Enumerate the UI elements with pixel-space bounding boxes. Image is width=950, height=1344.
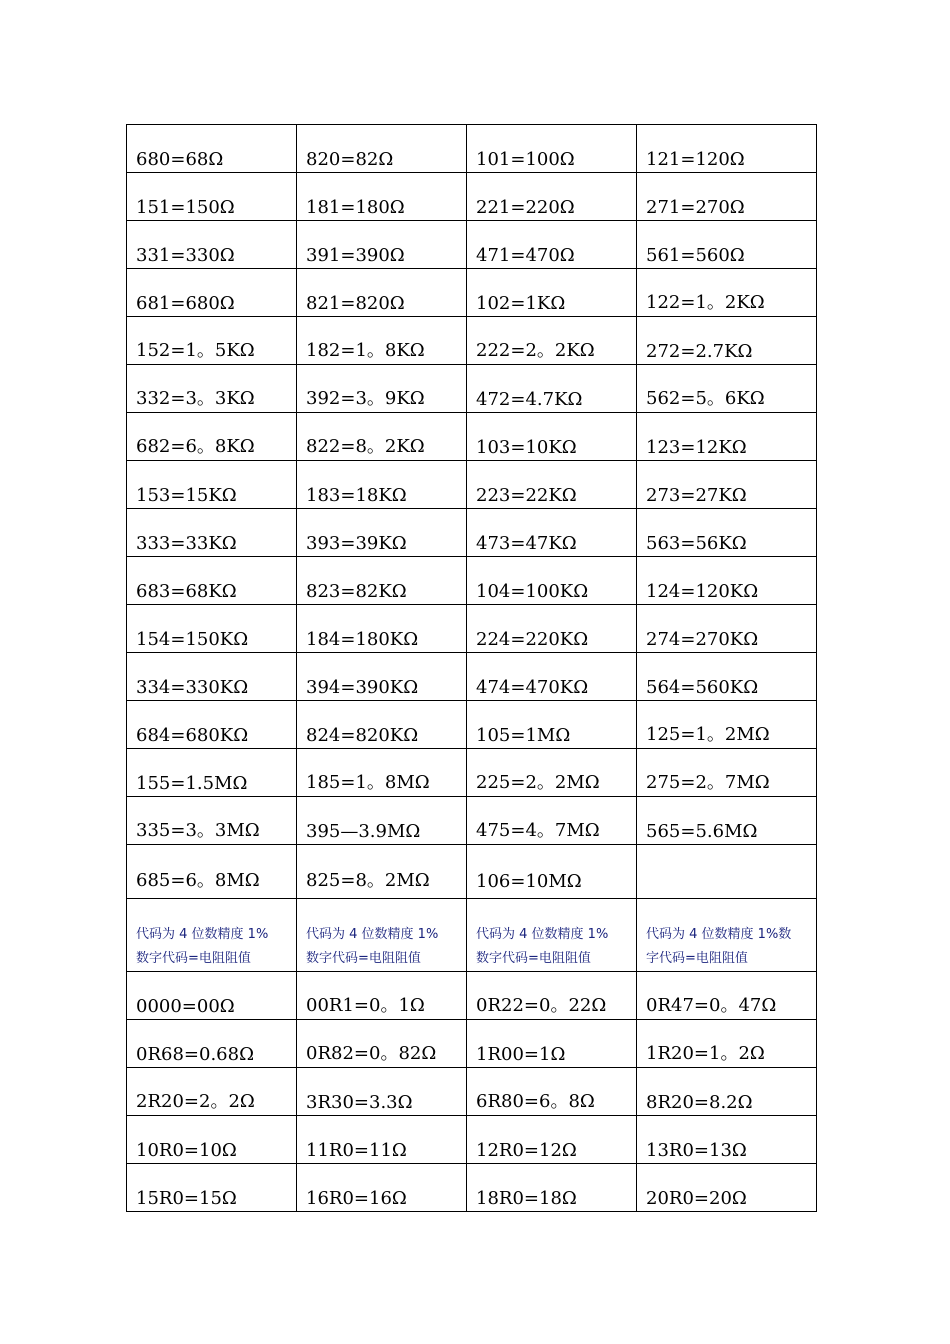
- precision-note-line: 数字代码=电阻阻值: [306, 951, 421, 966]
- table-cell: 823=82KΩ: [297, 557, 467, 605]
- table-cell: 335=3。3MΩ: [127, 797, 297, 845]
- table-cell: 124=120KΩ: [637, 557, 817, 605]
- table-cell: 123=12KΩ: [637, 413, 817, 461]
- table-row: [127, 317, 817, 365]
- table-row: [127, 797, 817, 845]
- table-cell: 395—3.9MΩ: [297, 797, 467, 845]
- table-cell: 122=1。2KΩ: [637, 269, 817, 317]
- table-row: [127, 413, 817, 461]
- table-row: [127, 221, 817, 269]
- table-cell: 12R0=12Ω: [467, 1116, 637, 1164]
- table-cell: 182=1。8KΩ: [297, 317, 467, 365]
- table-cell: 564=560KΩ: [637, 653, 817, 701]
- table-cell: 153=15KΩ: [127, 461, 297, 509]
- table-cell: 824=820KΩ: [297, 701, 467, 749]
- table-cell: 3R30=3.3Ω: [297, 1068, 467, 1116]
- table-cell: 221=220Ω: [467, 173, 637, 221]
- table-row: [127, 1116, 817, 1164]
- table-cell: 682=6。8KΩ: [127, 413, 297, 461]
- table-cell: 00R1=0。1Ω: [297, 972, 467, 1020]
- table-row: [127, 1068, 817, 1116]
- table-cell: 105=1MΩ: [467, 701, 637, 749]
- table-cell: 334=330KΩ: [127, 653, 297, 701]
- table-cell: 0R47=0。47Ω: [637, 972, 817, 1020]
- table-row: [127, 461, 817, 509]
- table-cell: 101=100Ω: [467, 125, 637, 173]
- table-cell: 222=2。2KΩ: [467, 317, 637, 365]
- table-cell: 224=220KΩ: [467, 605, 637, 653]
- table-cell: 472=4.7KΩ: [467, 365, 637, 413]
- table-cell: 821=820Ω: [297, 269, 467, 317]
- precision-note-line: 数字代码=电阻阻值: [476, 951, 591, 966]
- table-cell: 822=8。2KΩ: [297, 413, 467, 461]
- table-cell: 275=2。7MΩ: [637, 749, 817, 797]
- resistor-code-table-body: [127, 125, 817, 1212]
- table-row: [127, 1020, 817, 1068]
- table-cell: 154=150KΩ: [127, 605, 297, 653]
- table-cell: 825=8。2MΩ: [297, 845, 467, 899]
- table-cell: 102=1KΩ: [467, 269, 637, 317]
- table-cell: 151=150Ω: [127, 173, 297, 221]
- table-cell: 1R20=1。2Ω: [637, 1020, 817, 1068]
- table-cell: 11R0=11Ω: [297, 1116, 467, 1164]
- table-cell: 103=10KΩ: [467, 413, 637, 461]
- precision-note-cell: [127, 899, 297, 972]
- table-row: [127, 365, 817, 413]
- table-cell: 562=5。6KΩ: [637, 365, 817, 413]
- table-cell: 104=100KΩ: [467, 557, 637, 605]
- table-cell: 13R0=13Ω: [637, 1116, 817, 1164]
- table-row: [127, 269, 817, 317]
- table-cell: 391=390Ω: [297, 221, 467, 269]
- table-row: [127, 509, 817, 557]
- precision-note-line: 代码为 4 位数精度 1%数: [646, 927, 792, 942]
- table-cell: 15R0=15Ω: [127, 1164, 297, 1212]
- table-row: [127, 972, 817, 1020]
- table-cell: 332=3。3KΩ: [127, 365, 297, 413]
- table-cell: 680=68Ω: [127, 125, 297, 173]
- table-cell: 183=18KΩ: [297, 461, 467, 509]
- table-cell: 6R80=6。8Ω: [467, 1068, 637, 1116]
- precision-note-cell: [637, 899, 817, 972]
- table-row: [127, 125, 817, 173]
- precision-note-cell: [297, 899, 467, 972]
- table-cell: 2R20=2。2Ω: [127, 1068, 297, 1116]
- table-cell: 474=470KΩ: [467, 653, 637, 701]
- resistor-code-table: [126, 124, 817, 1212]
- table-cell-empty: [637, 845, 817, 899]
- table-cell: 0R22=0。22Ω: [467, 972, 637, 1020]
- table-cell: 152=1。5KΩ: [127, 317, 297, 365]
- table-cell: 333=33KΩ: [127, 509, 297, 557]
- table-row: [127, 557, 817, 605]
- table-cell: 393=39KΩ: [297, 509, 467, 557]
- table-row: [127, 845, 817, 899]
- table-cell: 273=27KΩ: [637, 461, 817, 509]
- precision-note-line: 代码为 4 位数精度 1%: [136, 927, 269, 942]
- table-cell: 225=2。2MΩ: [467, 749, 637, 797]
- table-cell: 0R82=0。82Ω: [297, 1020, 467, 1068]
- table-cell: 685=6。8MΩ: [127, 845, 297, 899]
- table-cell: 471=470Ω: [467, 221, 637, 269]
- table-cell: 475=4。7MΩ: [467, 797, 637, 845]
- precision-note-line: 数字代码=电阻阻值: [136, 951, 251, 966]
- table-cell: 8R20=8.2Ω: [637, 1068, 817, 1116]
- table-cell: 272=2.7KΩ: [637, 317, 817, 365]
- table-row: [127, 701, 817, 749]
- table-cell: 331=330Ω: [127, 221, 297, 269]
- table-cell: 181=180Ω: [297, 173, 467, 221]
- table-row: [127, 653, 817, 701]
- table-cell: 683=68KΩ: [127, 557, 297, 605]
- table-cell: 184=180KΩ: [297, 605, 467, 653]
- table-cell: 0000=00Ω: [127, 972, 297, 1020]
- table-cell: 121=120Ω: [637, 125, 817, 173]
- table-row: [127, 1164, 817, 1212]
- table-cell: 684=680KΩ: [127, 701, 297, 749]
- table-cell: 16R0=16Ω: [297, 1164, 467, 1212]
- precision-note-line: 代码为 4 位数精度 1%: [476, 927, 609, 942]
- table-cell: 223=22KΩ: [467, 461, 637, 509]
- table-cell: 20R0=20Ω: [637, 1164, 817, 1212]
- table-cell: 10R0=10Ω: [127, 1116, 297, 1164]
- table-cell: 1R00=1Ω: [467, 1020, 637, 1068]
- table-cell: 561=560Ω: [637, 221, 817, 269]
- table-cell: 18R0=18Ω: [467, 1164, 637, 1212]
- table-cell: 155=1.5MΩ: [127, 749, 297, 797]
- table-cell: 681=680Ω: [127, 269, 297, 317]
- precision-note-line: 代码为 4 位数精度 1%: [306, 927, 439, 942]
- table-cell: 125=1。2MΩ: [637, 701, 817, 749]
- table-cell: 271=270Ω: [637, 173, 817, 221]
- table-cell: 106=10MΩ: [467, 845, 637, 899]
- table-row: [127, 749, 817, 797]
- table-cell: 394=390KΩ: [297, 653, 467, 701]
- table-cell: 185=1。8MΩ: [297, 749, 467, 797]
- table-cell: 274=270KΩ: [637, 605, 817, 653]
- table-cell: 820=82Ω: [297, 125, 467, 173]
- table-row: [127, 173, 817, 221]
- precision-note-line: 字代码=电阻阻值: [646, 951, 748, 966]
- precision-note-row: [127, 899, 817, 972]
- table-cell: 0R68=0.68Ω: [127, 1020, 297, 1068]
- table-cell: 473=47KΩ: [467, 509, 637, 557]
- table-cell: 565=5.6MΩ: [637, 797, 817, 845]
- table-cell: 392=3。9KΩ: [297, 365, 467, 413]
- precision-note-cell: [467, 899, 637, 972]
- table-row: [127, 605, 817, 653]
- table-cell: 563=56KΩ: [637, 509, 817, 557]
